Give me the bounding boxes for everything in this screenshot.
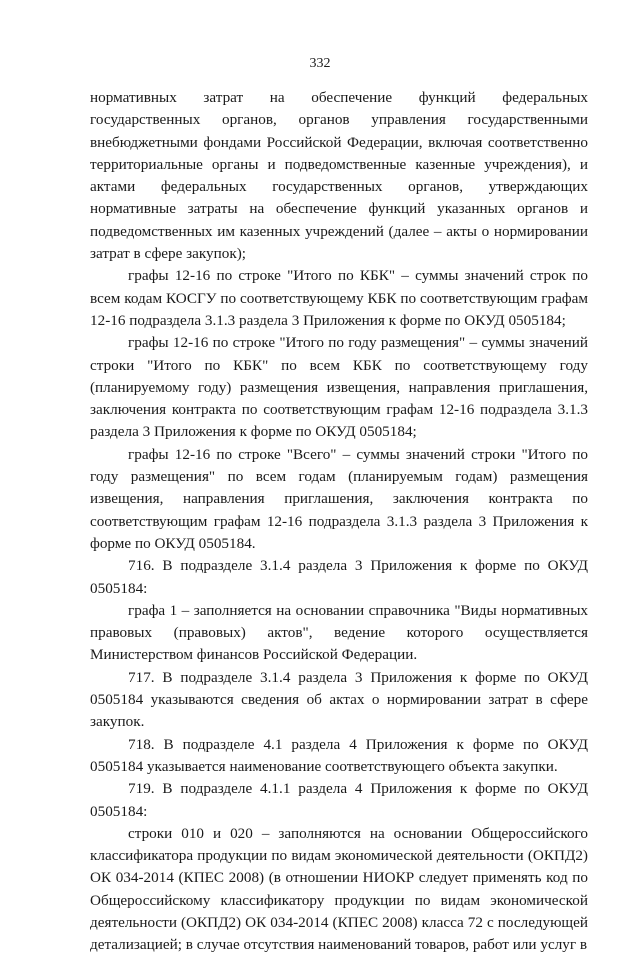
paragraph-719: 719. В подразделе 4.1.1 раздела 4 Приложения к форме по ОКУД 0505184: — [90, 780, 588, 820]
paragraph-718: 718. В подразделе 4.1 раздела 4 Приложения к форме по ОКУД 0505184 указывается наименование соответствующего объекта закупки. — [90, 735, 588, 775]
paragraph-columns-total-year: графы 12-16 по строке "Итого по году размещения" – суммы значений строки "Итого по КБК" по всем КБК по соответствующему году (планируемому году) размещения извещения, направления приглашения, заключения контракта по соответствующим графам 12-16 подраздела 3.1.3 раздела 3 Приложения к форме по ОКУД 0505184; — [90, 334, 588, 441]
paragraph-719-rows-010-020: строки 010 и 020 – заполняются на основании Общероссийского классификатора продукции по видам экономической деятельности (ОКПД2) ОК 034-2014 (КПЕС 2008) (в отношении НИОКР следует применять код по Общероссийскому классификатору продукции по видам экономической деятельности (ОКПД2) ОК 034-2014 (КПЕС 2008) класса 72 с последующей детализацией; в случае отсутствия наименований товаров, работ или услуг в — [90, 824, 588, 954]
paragraph-columns-grand-total: графы 12-16 по строке "Всего" – суммы значений строки "Итого по году размещения" по всем годам (планируемым годам) размещения извещения, направления приглашения, заключения контракта по соответствующим графам 12-16 подраздела 3.1.3 раздела 3 Приложения к форме по ОКУД 0505184. — [90, 445, 588, 552]
paragraph-columns-total-kbk: графы 12-16 по строке "Итого по КБК" – суммы значений строк по всем кодам КОСГУ по соответствующему КБК по соответствующим графам 12-16 подраздела 3.1.3 раздела 3 Приложения к форме по ОКУД 0505184; — [90, 267, 588, 329]
page-number: 332 — [309, 56, 331, 71]
document-body — [90, 87, 588, 957]
paragraph-intro-continuation: нормативных затрат на обеспечение функций федеральных государственных органов, органов управления государственными внебюджетными фондами Российской Федерации, включая соответственно территориальные органы и подведомственные казенные учреждения), и актами федеральных государственных органов, утверждающих нормативные затраты на обеспечение функций указанных органов и подведомственных им казенных учреждений (далее – акты о нормировании затрат в сфере закупок); — [90, 89, 588, 263]
paragraph-716: 716. В подразделе 3.1.4 раздела 3 Приложения к форме по ОКУД 0505184: — [90, 557, 588, 597]
paragraph-716-column-1: графа 1 – заполняется на основании справочника "Виды нормативных правовых (правовых) актов", ведение которого осуществляется Министерством финансов Российской Федерации. — [90, 601, 588, 664]
paragraph-717: 717. В подразделе 3.1.4 раздела 3 Приложения к форме по ОКУД 0505184 указываются сведения об актах о нормировании затрат в сфере закупок. — [90, 668, 588, 731]
